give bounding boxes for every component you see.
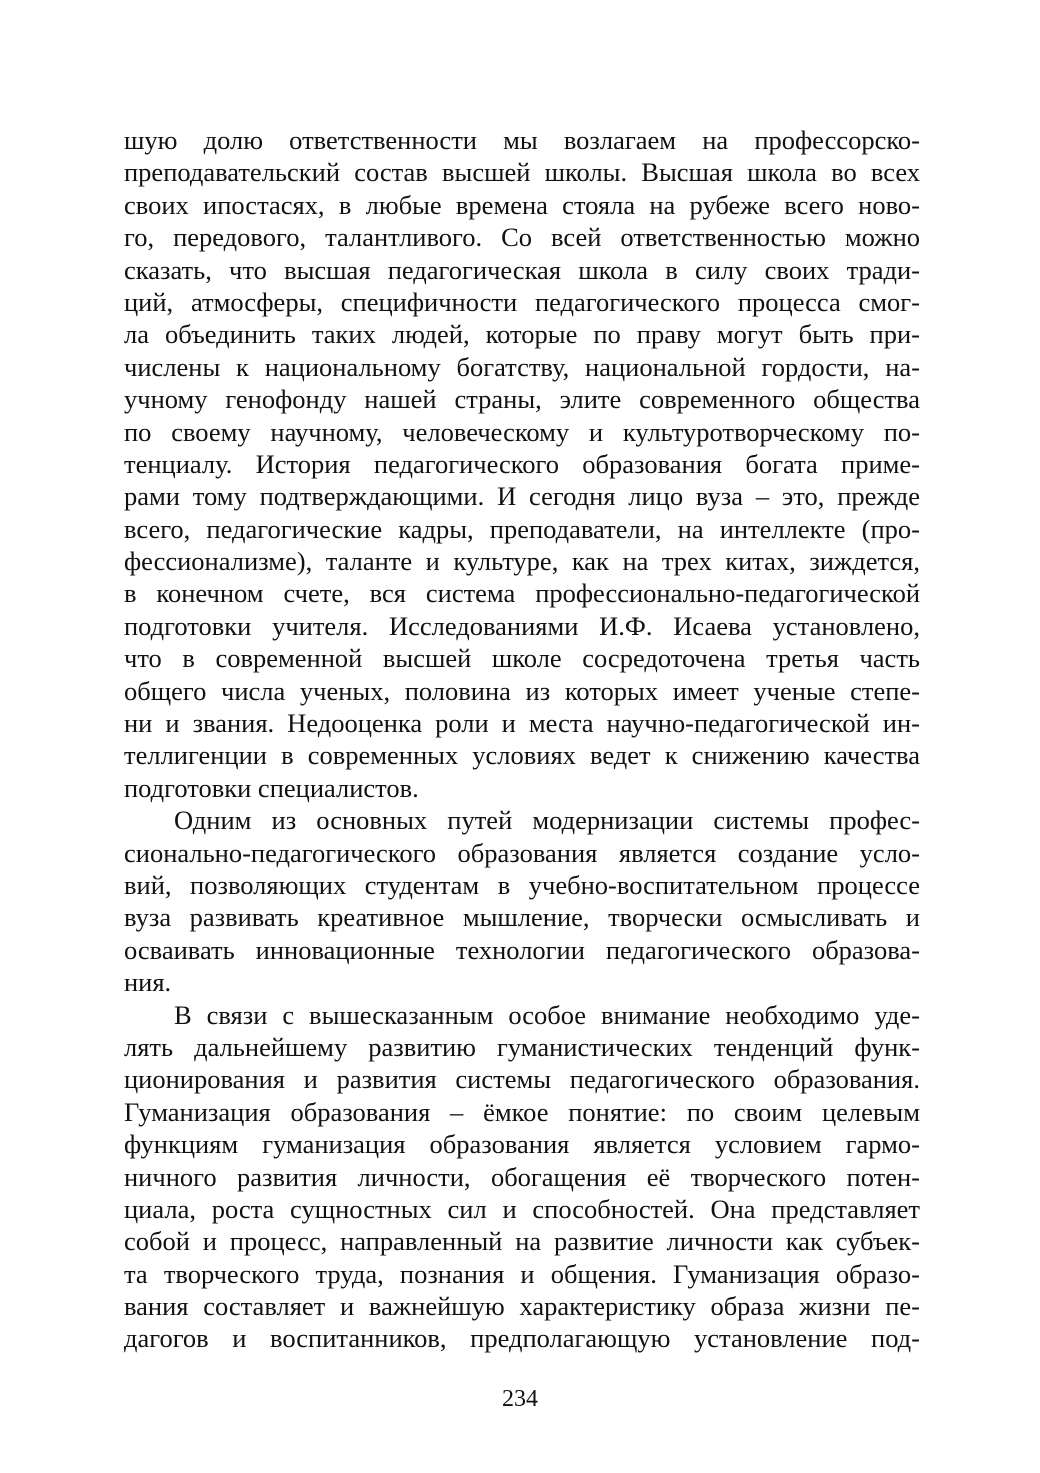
text-line: что в современной высшей школе сосредоточена третья часть [124, 643, 920, 674]
text-line: функциям гуманизация образования является условием гармо- [124, 1129, 920, 1160]
text-line: вания составляет и важнейшую характеристику образа жизни пе- [124, 1291, 920, 1322]
text-line: подготовки учителя. Исследованиями И.Ф. Исаева установлено, [124, 610, 920, 641]
text-line: ния. [124, 967, 172, 998]
text-line: общего числа ученых, половина из которых имеет ученые степе- [124, 675, 920, 706]
text-line: осваивать инновационные технологии педагогического образова- [124, 934, 920, 965]
text-line: В связи с вышесказанным особое внимание необходимо уде- [174, 999, 920, 1030]
text-line: тенциалу. История педагогического образования богата приме- [124, 448, 920, 479]
text-line: Гуманизация образования – ёмкое понятие: по своим целевым [124, 1096, 920, 1127]
text-line: ла объединить таких людей, которые по праву могут быть при- [124, 319, 920, 350]
text-line: сказать, что высшая педагогическая школа в силу своих тради- [124, 254, 920, 285]
text-line: ционирования и развития системы педагогического образования. [124, 1064, 920, 1095]
text-line: Одним из основных путей модернизации системы профес- [174, 805, 920, 836]
text-line: ни и звания. Недооценка роли и места научно-педагогической ин- [124, 708, 920, 739]
text-line: вий, позволяющих студентам в учебно-воспитательном процессе [124, 869, 920, 900]
text-line: лять дальнейшему развитию гуманистических тенденций функ- [124, 1031, 920, 1062]
text-line: го, передового, талантливого. Со всей ответственностью можно [124, 222, 920, 253]
text-line: всего, педагогические кадры, преподаватели, на интеллекте (про- [124, 513, 920, 544]
text-line: собой и процесс, направленный на развитие личности как субъек- [124, 1226, 920, 1257]
text-line: в конечном счете, вся система профессионально-педагогической [124, 578, 920, 609]
paragraph [124, 804, 920, 998]
text-line: ничного развития личности, обогащения её творческого потен- [124, 1161, 920, 1192]
text-line: циала, роста сущностных сил и способностей. Она представляет [124, 1193, 920, 1224]
paragraph [124, 124, 920, 804]
text-line: ций, атмосферы, специфичности педагогического процесса смог- [124, 286, 920, 317]
text-line: своих ипостасях, в любые времена стояла на рубеже всего ново- [124, 189, 920, 220]
body-text [124, 124, 920, 1355]
page-number: 234 [502, 1386, 538, 1412]
text-line: дагогов и воспитанников, предполагающую установление под- [124, 1323, 920, 1354]
paragraph [124, 999, 920, 1355]
text-line: преподавательский состав высшей школы. Высшая школа во всех [124, 157, 920, 188]
text-line: по своему научному, человеческому и культуротворческому по- [124, 416, 920, 447]
text-line: фессионализме), таланте и культуре, как на трех китах, зиждется, [124, 546, 920, 577]
text-line: подготовки специалистов. [124, 772, 419, 803]
text-line: рами тому подтверждающими. И сегодня лицо вуза – это, прежде [124, 481, 920, 512]
text-line: учному генофонду нашей страны, элите современного общества [124, 384, 920, 415]
text-line: числены к национальному богатству, национальной гордости, на- [124, 351, 920, 382]
text-line: та творческого труда, познания и общения. Гуманизация образо- [124, 1258, 920, 1289]
text-line: теллигенции в современных условиях ведет к снижению качества [124, 740, 920, 771]
text-line: вуза развивать креативное мышление, творчески осмысливать и [124, 902, 920, 933]
text-line: шую долю ответственности мы возлагаем на профессорско- [124, 125, 920, 155]
text-line: сионально-педагогического образования является создание усло- [124, 837, 920, 868]
